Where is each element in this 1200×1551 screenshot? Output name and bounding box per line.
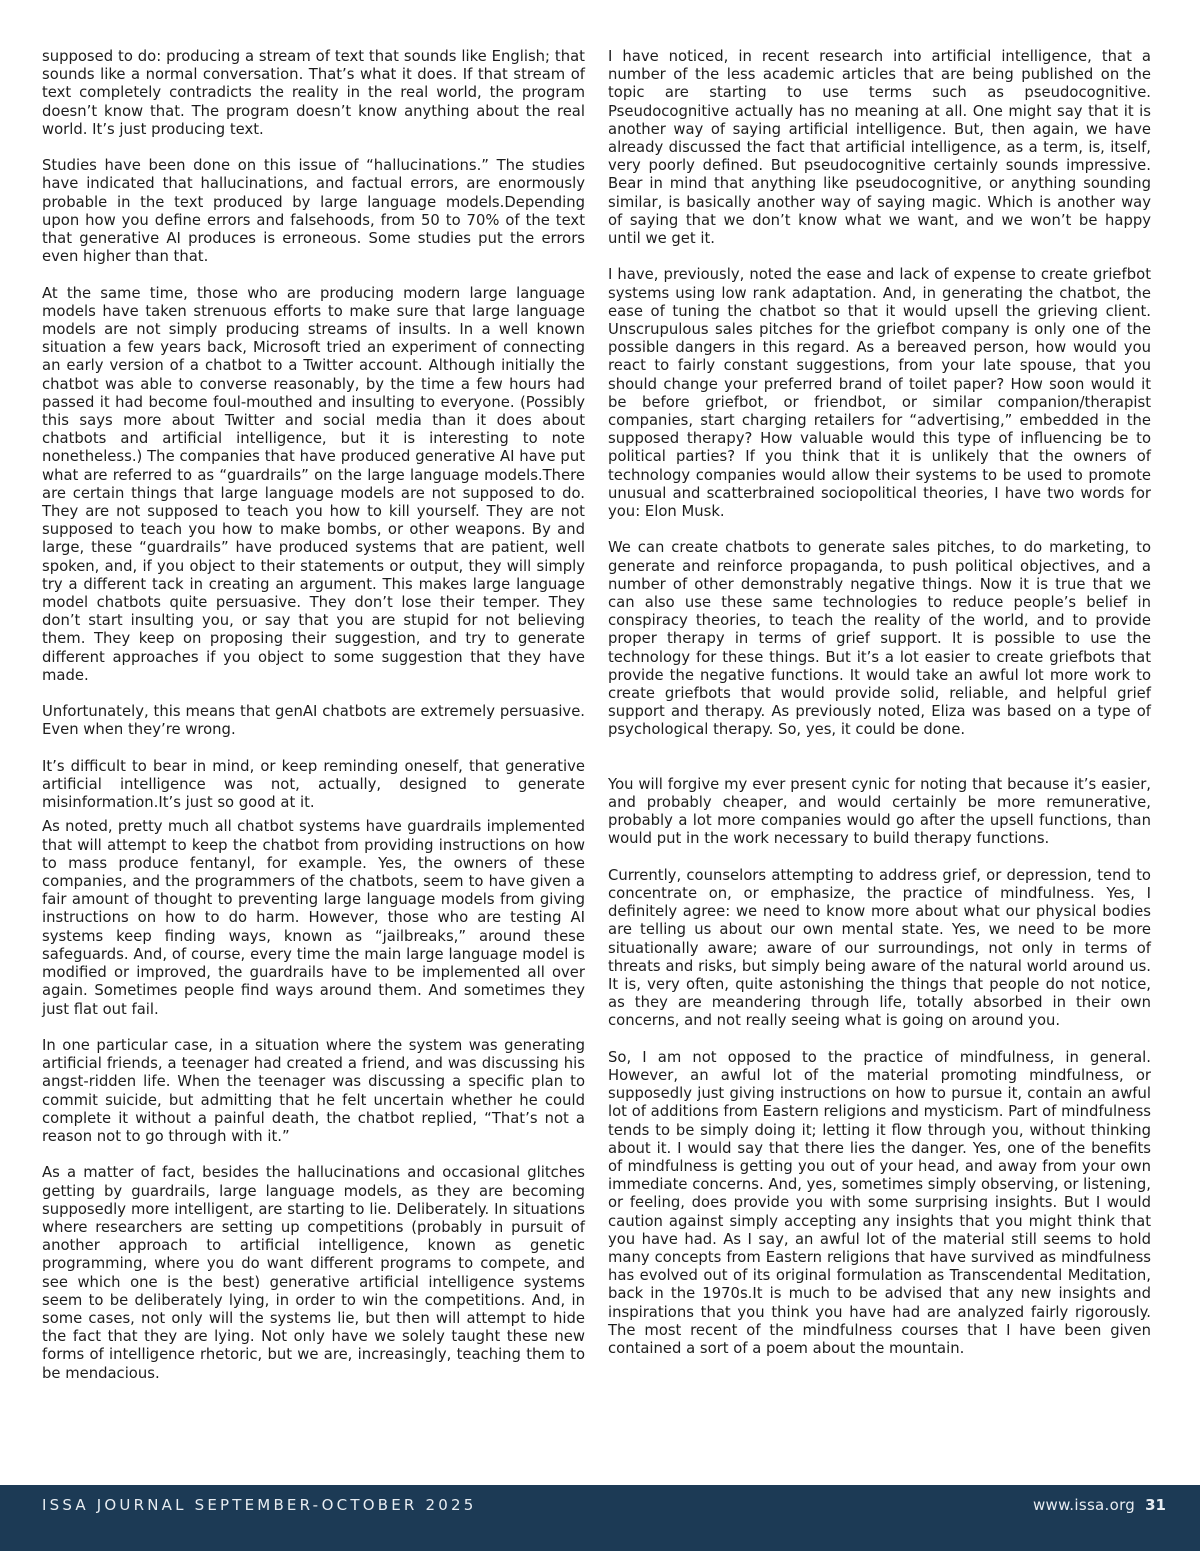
- paragraph: I have, previously, noted the ease and lack of expense to create griefbot systems using low rank adaptation. And, in generating the chatbot, the ease of tuning the chatbot so that it would upsell the grieving client. Unscrupulous sales pitches for the griefbot company is only one of the possible dangers in this regard. As a bereaved person, how would you react to fairly constant suggestions, from your late spouse, that you should change your preferred brand of toilet paper? How soon would it be before griefbot, or friendbot, or similar companion/therapist companies, start charging retailers for “advertising,” embedded in the supposed therapy? How valuable would this type of influencing be to political parties? If you think that it is unlikely that the owners of technology companies would allow their systems to be used to promote unusual and scatterbrained sociopolitical theories, I have two words for you: Elon Musk.: [608, 266, 1151, 521]
- paragraph: So, I am not opposed to the practice of mindfulness, in general. However, an awful lot of the material promoting mindfulness, or supposedly just giving instructions on how to pursue it, contain an awful lot of additions from Eastern religions and mysticism. Part of mindfulness tends to be simply doing it; letting it flow through you, without thinking about it. I would say that there lies the danger. Yes, one of the benefits of mindfulness is getting you out of your head, and away from your own immediate concerns. And, yes, sometimes simply observing, or listening, or feeling, does provide you with some surprising insights. But I would caution against simply accepting any insights that you might think that you have had. As I say, an awful lot of the material still seems to hold many concepts from Eastern religions that have survived as mindfulness has evolved out of its original formulation as Transcendental Meditation, back in the 1970s.It is much to be advised that any new insights and inspirations that you think you have had are analyzed fairly rigorously. The most recent of the mindfulness courses that I have been given contained a sort of a poem about the mountain.: [608, 1048, 1151, 1357]
- paragraph: As noted, pretty much all chatbot systems have guardrails implemented that will attempt to keep the chatbot from providing instructions on how to mass produce fentanyl, for example. Yes, the owners of these companies, and the programmers of the chatbots, seem to have given a fair amount of thought to preventing large language models from giving instructions on how to do harm. However, those who are testing AI systems keep finding ways, known as “jailbreaks,” around these safeguards. And, of course, every time the main large language model is modified or improved, the guardrails have to be implemented all over again. Sometimes people find ways around them. And sometimes they just flat out fail.: [42, 818, 585, 1018]
- paragraph: Studies have been done on this issue of “hallucinations.” The studies have indicated that hallucinations, and factual errors, are enormously probable in the text produced by large language models.Depending upon how you define errors and falsehoods, from 50 to 70% of the text that generative AI produces is erroneous. Some studies put the errors even higher than that.: [42, 157, 585, 266]
- paragraph: You will forgive my ever present cynic for noting that because it’s easier, and probably cheaper, and would certainly be more remunerative, probably a lot more companies would go after the upsell functions, than would put in the work necessary to build therapy functions.: [608, 775, 1151, 848]
- page-footer: [0, 1485, 1200, 1551]
- paragraph: It’s difficult to bear in mind, or keep reminding oneself, that generative artificial intelligence was not, actually, designed to generate misinformation.It’s just so good at it.: [42, 757, 585, 812]
- paragraph: I have noticed, in recent research into artificial intelligence, that a number of the less academic articles that are being published on the topic are starting to use terms such as pseudocognitive. Pseudocognitive actually has no meaning at all. One might say that it is another way of saying artificial intelligence. But, then again, we have already discussed the fact that artificial intelligence, as a term, is, itself, very poorly defined. But pseudocognitive certainly sounds impressive. Bear in mind that anything like pseudocognitive, or anything sounding similar, is basically another way of saying magic. Which is another way of saying that we don’t know what we want, and we won’t be happy until we get it.: [608, 48, 1151, 248]
- paragraph: supposed to do: producing a stream of text that sounds like English; that sounds like a normal conversation. That’s what it does. If that stream of text completely contradicts the reality in the real world, the program doesn’t know that. The program doesn’t know anything about the real world. It’s just producing text.: [42, 48, 585, 138]
- paragraph: At the same time, those who are producing modern large language models have taken strenuous efforts to make sure that large language models are not simply producing streams of insults. In a well known situation a few years back, Microsoft tried an experiment of connecting an early version of a chatbot to a Twitter account. Although initially the chatbot was able to converse reasonably, by the time a few hours had passed it had become foul-mouthed and insulting to everyone. (Possibly this says more about Twitter and social media than it does about chatbots and artificial intelligence, but it is interesting to note nonetheless.) The companies that have produced generative AI have put what are referred to as “guardrails” on the large language models.There are certain things that large language models are not supposed to do. They are not supposed to teach you how to kill yourself. They are not supposed to teach you how to make bombs, or other weapons. By and large, these “guardrails” have produced systems that are patient, well spoken, and, if you object to their statements or output, they will simply try a different tack in creating an argument. This makes large language model chatbots quite persuasive. They don’t lose their temper. They don’t start insulting you, or say that you are stupid for not believing them. They keep on proposing their suggestion, and try to generate different approaches if you object to some suggestion that they have made.: [42, 284, 585, 684]
- journal-title: ISSA JOURNAL SEPTEMBER-OCTOBER 2025: [42, 1496, 477, 1514]
- footer-right: [1033, 1496, 1166, 1514]
- paragraph: As a matter of fact, besides the hallucinations and occasional glitches getting by guardrails, large language models, as they are becoming supposedly more intelligent, are starting to lie. Deliberately. In situations where researchers are setting up competitions (probably in pursuit of another approach to artificial intelligence, known as genetic programming, where you do want different programs to compete, and see which one is the best) generative artificial intelligence systems seem to be deliberately lying, in order to win the competitions. And, in some cases, not only will the systems lie, but then will attempt to hide the fact that they are lying. Not only have we solely taught these new forms of intelligence rhetoric, but we are, increasingly, teaching them to be mendacious.: [42, 1164, 585, 1382]
- paragraph: In one particular case, in a situation where the system was generating artificial friends, a teenager had created a friend, and was discussing his angst-ridden life. When the teenager was discussing a specific plan to commit suicide, but admitting that he felt uncertain whether he could complete it without a painful death, the chatbot replied, “That’s not a reason not to go through with it.”: [42, 1036, 585, 1145]
- page-number: 31: [1145, 1496, 1166, 1514]
- left-column: [42, 48, 585, 1401]
- paragraph: Unfortunately, this means that genAI chatbots are extremely persuasive. Even when they’re wrong.: [42, 703, 585, 739]
- right-column: [608, 48, 1151, 1376]
- website-link[interactable]: www.issa.org: [1032, 1496, 1136, 1514]
- paragraph: We can create chatbots to generate sales pitches, to do marketing, to generate and reinforce propaganda, to push political objectives, and a number of other demonstrably negative things. Now it is true that we can also use these same technologies to reduce people’s belief in conspiracy theories, to teach the reality of the world, and to provide proper therapy in terms of grief support. It is possible to use the technology for these things. But it’s a lot easier to create griefbots that provide the negative functions. It would take an awful lot more work to create griefbots that would provide solid, reliable, and helpful grief support and therapy. As previously noted, Eliza was based on a type of psychological therapy. So, yes, it could be done.: [608, 539, 1151, 739]
- paragraph: Currently, counselors attempting to address grief, or depression, tend to concentrate on, or emphasize, the practice of mindfulness. Yes, I definitely agree: we need to know more about what our physical bodies are telling us about our own mental state. Yes, we need to be more situationally aware; aware of our surroundings, not only in terms of threats and risks, but simply being aware of the natural world around us. It is, very often, quite astonishing the things that people do not notice, as they are meandering through life, totally absorbed in their own concerns, and not really seeing what is going on around you.: [608, 866, 1151, 1030]
